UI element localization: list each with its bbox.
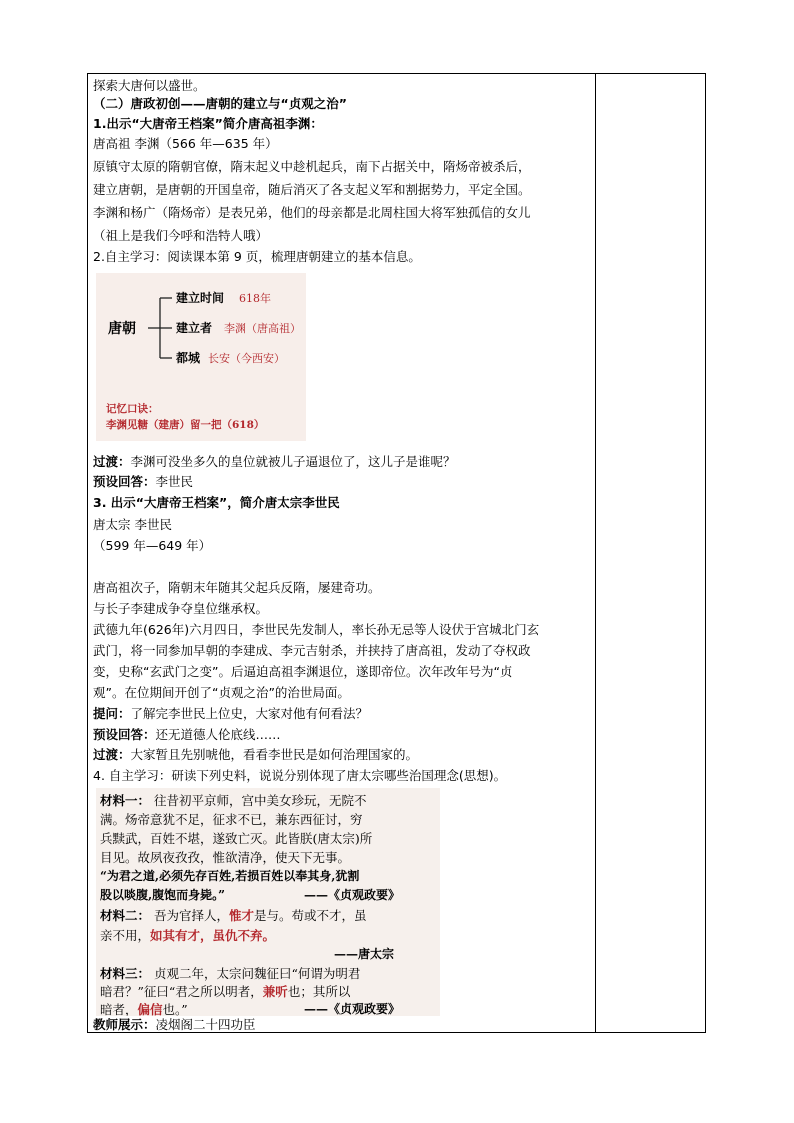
material-label: 材料三： (100, 966, 151, 981)
text-line: 武门，将一同参加早朝的李建成、李元吉射杀，并挟持了唐高祖，发动了夺权政 (93, 643, 531, 658)
material-line: 满。炀帝意犹不足，征求不已，兼东西征讨，穷 (100, 812, 363, 827)
material-line: 股以啖腹,腹饱而身毙。” (100, 888, 226, 902)
section-heading: （二）唐政初创——唐朝的建立与“贞观之治” (93, 96, 347, 111)
text-line: 唐太宗 李世民 (93, 517, 172, 532)
label-transition: 过渡： (93, 454, 131, 469)
text-line (93, 705, 368, 723)
line-text: 李世民 (155, 474, 194, 489)
text-line: 原镇守太原的隋朝官僚，隋末起义中趁机起兵，南下占据关中，隋炀帝被杀后， (93, 159, 531, 174)
material-label: 材料二： (100, 908, 151, 923)
lesson-table (87, 73, 706, 1033)
label-answer: 预设回答： (93, 727, 156, 742)
material-line (100, 1000, 188, 1016)
step-heading: 1.出示“大唐帝王档案”简介唐高祖李渊： (93, 116, 323, 131)
text-line: 变，史称“玄武门之变”。后逼迫高祖李渊退位，遂即帝位。次年改年号为“贞 (93, 664, 513, 679)
material-text: 也。” (162, 1002, 188, 1016)
material-label: 材料一： (100, 793, 151, 808)
diagram-branch-value: 618年 (239, 292, 271, 305)
line-text: 还无道德人伦底线…… (155, 727, 281, 742)
diagram-root: 唐朝 (108, 321, 136, 337)
material-text: 暗君？”征曰“君之所以明者， (100, 984, 263, 999)
text-line: 观”。在位期间开创了“贞观之治”的治世局面。 (93, 685, 350, 700)
material-text: 贞观二年，太宗问魏征曰“何谓为明君 (154, 966, 361, 981)
diagram-branch-value: 李渊（唐高祖） (224, 322, 301, 335)
diagram-branch-value: 长安（今西安） (208, 352, 285, 365)
text-line (93, 1016, 256, 1034)
text-line: 4. 自主学习：研读下列史料，说说分别体现了唐太宗哪些治国理念(思想)。 (93, 768, 507, 783)
material-line: 兵黩武，百姓不堪，遂致亡灭。此皆朕(唐太宗)所 (100, 831, 373, 846)
text-line (93, 473, 193, 491)
material-line: 目见。故夙夜孜孜，惟欲清净，使天下无事。 (100, 850, 351, 865)
material-line (100, 906, 367, 924)
material-line: “为君之道,必须先存百姓,若损百姓以奉其身,犹割 (100, 869, 360, 883)
material-source: ——《贞观政要》 (304, 1002, 401, 1016)
material-source: ——唐太宗 (334, 947, 395, 961)
material-line (100, 982, 350, 1000)
material-line (100, 964, 360, 982)
material-line (100, 926, 275, 944)
material-highlight: 兼听 (262, 984, 288, 999)
material-line (100, 791, 367, 809)
material-highlight: 偏信 (137, 1002, 163, 1016)
line-text: 了解完李世民上位史，大家对他有何看法？ (130, 706, 369, 721)
historical-materials-image (96, 788, 440, 1016)
material-highlight: 惟才 (229, 908, 255, 923)
material-source: ——《贞观政要》 (304, 888, 401, 902)
text-line: （祖上是我们今呼和浩特人哦） (93, 228, 269, 243)
text-line: （599 年—649 年） (93, 538, 212, 553)
text-line (93, 726, 281, 744)
line-text: 大家暂且先别唬他，看看李世民是如何治理国家的。 (130, 747, 419, 762)
text-line: 建立唐朝，是唐朝的开国皇帝，随后消灭了各支起义军和割据势力，平定全国。 (93, 182, 531, 197)
line-text: 凌烟阁二十四功臣 (155, 1017, 256, 1032)
label-teacher: 教师展示： (93, 1017, 156, 1032)
step-heading: 2.自主学习：阅读课本第 9 页，梳理唐朝建立的基本信息。 (93, 249, 421, 264)
label-answer: 预设回答： (93, 474, 156, 489)
mnemonic-title: 记忆口诀： (106, 403, 159, 415)
material-text: 往昔初平京师，宫中美女珍玩，无院不 (154, 793, 367, 808)
material-text: 吾为官择人， (154, 908, 230, 923)
text-line: 李渊和杨广（隋炀帝）是表兄弟，他们的母亲都是北周柱国大将军独孤信的女儿 (93, 205, 531, 220)
text-line: 唐高祖 李渊（566 年—635 年） (93, 136, 278, 151)
mnemonic-text: 李渊见糖（建唐）留一把（618） (106, 419, 265, 431)
text-line: 探索大唐何以盛世。 (93, 78, 206, 93)
material-highlight: 如其有才，虽仇不弃。 (150, 928, 276, 943)
column-divider (595, 74, 596, 1032)
tang-founding-diagram (96, 273, 306, 441)
material-text: 亲不用， (100, 928, 151, 943)
text-line (93, 746, 418, 764)
text-line: 唐高祖次子，隋朝末年随其父起兵反隋，屡建奇功。 (93, 580, 381, 595)
text-line (93, 453, 456, 471)
line-text: 李渊可没坐多久的皇位就被儿子逼退位了，这儿子是谁呢？ (130, 454, 456, 469)
label-question: 提问： (93, 706, 131, 721)
material-text: 也；其所以 (287, 984, 351, 999)
text-line: 与长子李建成争夺皇位继承权。 (93, 601, 269, 616)
diagram-branch-label: 都城 (176, 351, 201, 365)
material-text: 是与。苟或不才，虽 (254, 908, 367, 923)
diagram-branch-label: 建立时间 (176, 291, 225, 305)
material-text: 暗者， (100, 1002, 138, 1016)
text-line: 武德九年(626年)六月四日，李世民先发制人，率长孙无忌等人设伏于宫城北门玄 (93, 622, 540, 637)
diagram-branch-label: 建立者 (176, 321, 213, 335)
label-transition: 过渡： (93, 747, 131, 762)
step-heading: 3. 出示“大唐帝王档案”，简介唐太宗李世民 (93, 495, 340, 510)
